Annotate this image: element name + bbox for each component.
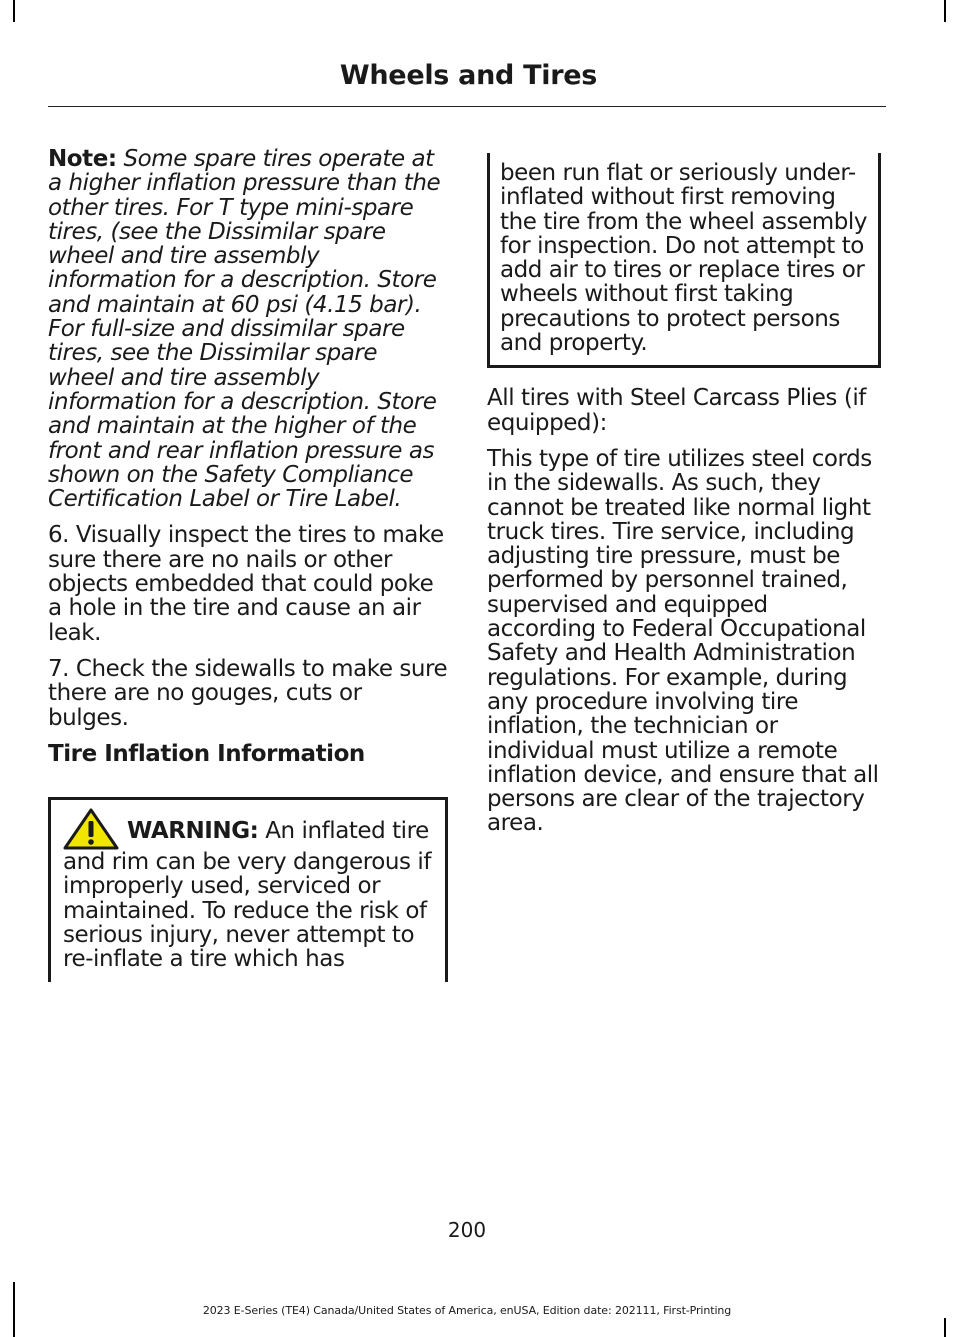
note-paragraph: [48, 147, 448, 511]
warning-box: [48, 797, 448, 981]
note-label: Note:: [48, 146, 117, 172]
warning-continued-text: been run flat or seriously under-inflated without first removing the tire from the wheel assembly for inspection. Do not attempt to add air to tires or replace tires or wheels without first taking precautions to protect persons and property.: [500, 160, 867, 357]
crop-mark-bottom-right: [944, 1318, 946, 1337]
steel-text: This type of tire utilizes steel cords in the sidewalls. As such, they cannot be treated like normal light truck tires. Tire service, including adjusting tire pressure, must be performed by personnel trained, supervised and equipped according to Federal Occupational Safety and Health Administration regulations. For example, during any procedure involving tire inflation, the technician or individual must utilize a remote inflation device, and ensure that all persons are clear of the trajectory area.: [487, 445, 879, 837]
warning-label: WARNING:: [127, 818, 259, 845]
left-column: [48, 147, 448, 982]
page-number: 200: [447, 1218, 487, 1242]
page-title: Wheels and Tires: [339, 60, 597, 91]
header-divider: [48, 106, 886, 107]
right-column: [487, 147, 881, 848]
crop-mark-top-right: [944, 0, 946, 22]
footer-edition: 2023 E-Series (TE4) Canada/United States of America, enUSA, Edition date: 202111, First-Printing: [202, 1304, 732, 1317]
steel-heading: All tires with Steel Carcass Plies (if equipped):: [487, 385, 866, 436]
crop-mark-top-left: [13, 0, 15, 22]
warning-box-continued: [487, 153, 881, 368]
step-7: 7. Check the sidewalls to make sure there are no gouges, cuts or bulges.: [48, 655, 448, 731]
section-heading: Tire Inflation Information: [48, 740, 365, 767]
step-6: 6. Visually inspect the tires to make sure there are no nails or other objects embedded that could poke a hole in the tire and cause an air leak.: [48, 522, 444, 646]
warning-text: An inflated tire and rim can be very dangerous if improperly used, serviced or maintained. To reduce the risk of serious injury, never attempt to re-inflate a tire which has: [63, 818, 431, 973]
note-text: Some spare tires operate at a higher inflation pressure than the other tires. For T type mini-spare tires, (see the Dissimilar spare wheel and tire assembly information for a description. Store and maintain at 60 psi (4.15 bar). For full-size and dissimilar spare tires, see the Dissimilar spare wheel and tire assembly information for a description. Store and maintain at the higher of the front and rear inflation pressure as shown on the Safety Compliance Certification Label or Tire Label.: [48, 146, 441, 513]
warning-triangle-icon: [63, 808, 119, 850]
